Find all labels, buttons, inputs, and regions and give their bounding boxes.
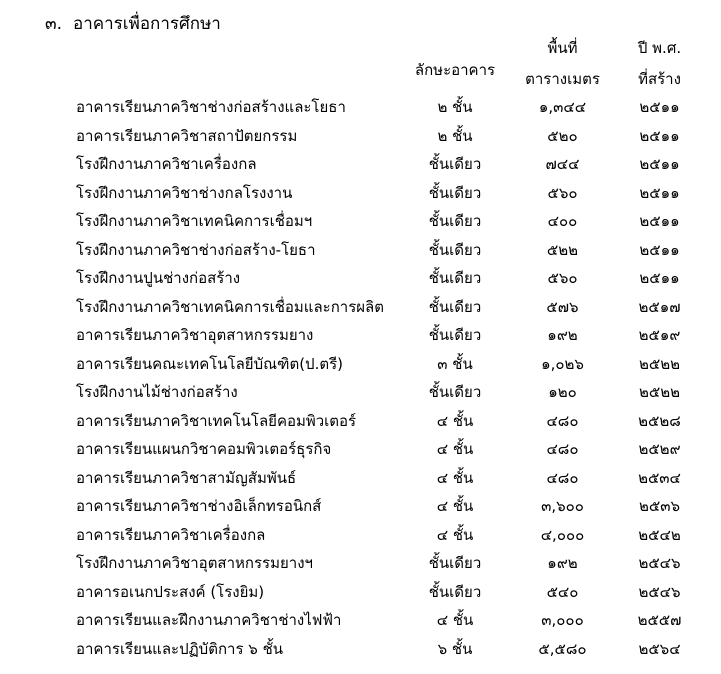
- column-header-type-label: ลักษะอาคาร: [414, 61, 496, 79]
- building-area-cell: ๔,๐๐๐: [540, 525, 585, 544]
- building-type-cell: ๔ ชั้น: [436, 497, 474, 515]
- table-row: [0, 293, 721, 322]
- building-area-cell: ๑๙๒: [547, 554, 578, 572]
- column-header-type: [400, 55, 510, 86]
- building-year-cell: ๒๕๔๖: [638, 554, 681, 572]
- building-type-cell: ๖ ชั้น: [437, 639, 473, 658]
- section-heading: [45, 10, 221, 37]
- building-type-cell: ชั้นเดียว: [428, 326, 482, 344]
- building-name-cell: อาคารเรียนภาควิชาสถาปัตยกรรม: [76, 126, 298, 145]
- building-name-cell: โรงฝึกงานภาควิชาช่างก่อสร้าง-โยธา: [76, 240, 316, 259]
- building-year-cell: ๒๕๑๑: [639, 240, 680, 259]
- table-row: [0, 635, 721, 664]
- building-name-cell: อาคารเรียนและปฏิบัติการ ๖ ชั้น: [76, 639, 283, 658]
- building-year-cell: ๒๕๑๑: [639, 126, 680, 145]
- building-name-cell: โรงฝึกงานไม้ช่างก่อสร้าง: [76, 383, 238, 401]
- building-year-cell: ๒๕๒๒: [638, 354, 680, 373]
- table-row: [0, 321, 721, 350]
- building-year-cell: ๒๕๑๙: [638, 326, 681, 344]
- building-name-cell: อาคารเรียนภาควิชาช่างอิเล็กทรอนิกส์: [76, 497, 322, 515]
- building-year-cell: ๒๕๑๑: [639, 98, 680, 116]
- building-name-cell: อาคารเรียนคณะเทคโนโลยีบัณฑิต(ป.ตรี): [76, 354, 343, 373]
- building-year-cell: ๒๕๑๑: [639, 269, 680, 287]
- building-type-cell: ๒ ชั้น: [437, 126, 473, 145]
- table-row: [0, 350, 721, 379]
- building-year-cell: ๒๕๒๙: [638, 440, 681, 458]
- building-area-cell: ๗๔๔: [545, 155, 580, 173]
- table-row: [0, 236, 721, 265]
- building-area-cell: ๔๘๐: [546, 440, 579, 458]
- building-area-cell: ๓,๖๐๐: [541, 497, 584, 515]
- building-name-cell: โรงฝึกงานปูนช่างก่อสร้าง: [76, 269, 241, 287]
- building-year-cell: ๒๕๒๒: [638, 383, 680, 401]
- building-type-cell: ๓ ชั้น: [437, 354, 473, 373]
- building-year-cell: ๒๕๑๗: [638, 297, 681, 316]
- building-type-cell: ๔ ชั้น: [436, 440, 474, 458]
- building-area-cell: ๕๔๐: [546, 582, 579, 601]
- building-type-cell: ชั้นเดียว: [428, 212, 482, 230]
- building-year-cell: ๒๕๒๘: [638, 411, 681, 430]
- building-type-cell: ชั้นเดียว: [428, 240, 482, 259]
- building-year-cell: ๒๕๔๖: [638, 582, 681, 601]
- building-type-cell: ชั้นเดียว: [428, 155, 482, 173]
- building-name-cell: อาคารเรียนภาควิชาเทคโนโลยีคอมพิวเตอร์: [76, 411, 357, 430]
- table-row: [0, 378, 721, 407]
- building-area-cell: ๔๘๐: [546, 468, 579, 487]
- building-table: [0, 93, 721, 663]
- section-title: อาคารเพื่อการศึกษา: [73, 14, 221, 34]
- building-type-cell: ๔ ชั้น: [436, 468, 474, 487]
- building-area-cell: ๑,๐๒๖: [541, 354, 584, 373]
- building-area-cell: ๕๒๒: [546, 240, 579, 259]
- building-name-cell: โรงฝึกงานภาควิชาอุตสาหกรรมยางฯ: [76, 554, 313, 572]
- building-name-cell: อาคารเรียนภาควิชาเครื่องกล: [76, 525, 266, 544]
- table-row: [0, 492, 721, 521]
- building-type-cell: ชั้นเดียว: [428, 383, 482, 401]
- table-row: [0, 150, 721, 179]
- building-name-cell: อาคารเรียนภาควิชาอุตสาหกรรมยาง: [76, 326, 314, 344]
- building-type-cell: ๔ ชั้น: [436, 525, 474, 544]
- table-row: [0, 179, 721, 208]
- building-area-cell: ๑,๓๔๔: [538, 98, 587, 116]
- column-header-area-line1: พื้นที่: [547, 39, 578, 57]
- building-name-cell: อาคารเรียนแผนกวิชาคอมพิวเตอร์ธุรกิจ: [76, 440, 332, 458]
- building-type-cell: ๒ ชั้น: [437, 98, 473, 116]
- table-row: [0, 207, 721, 236]
- building-type-cell: ชั้นเดียว: [428, 554, 482, 572]
- building-year-cell: ๒๕๑๑: [639, 212, 680, 230]
- building-type-cell: ๔ ชั้น: [436, 411, 474, 430]
- table-row: [0, 606, 721, 635]
- building-type-cell: ๔ ชั้น: [436, 611, 474, 629]
- column-header-area-line2: ตารางเมตร: [525, 70, 600, 88]
- table-row: [0, 435, 721, 464]
- building-area-cell: ๑๒๐: [548, 383, 577, 401]
- building-year-cell: ๒๕๖๔: [638, 639, 681, 658]
- building-name-cell: โรงฝึกงานภาควิชาเครื่องกล: [76, 155, 257, 173]
- building-year-cell: ๒๕๓๔: [638, 468, 681, 487]
- column-header-area: [515, 33, 610, 95]
- building-name-cell: อาคารเรียนและฝึกงานภาควิชาช่างไฟฟ้า: [76, 611, 342, 629]
- building-year-cell: ๒๕๑๑: [639, 155, 680, 173]
- building-year-cell: ๒๕๑๑: [639, 183, 680, 202]
- table-row: [0, 549, 721, 578]
- building-area-cell: ๓,๐๐๐: [541, 611, 584, 629]
- building-area-cell: ๕๖๐: [547, 269, 578, 287]
- column-header-year-line1: ปี พ.ศ.: [637, 39, 682, 57]
- building-area-cell: ๔๘๐: [546, 411, 579, 430]
- building-type-cell: ชั้นเดียว: [428, 183, 482, 202]
- building-area-cell: ๕๖๐: [547, 183, 578, 202]
- building-name-cell: อาคารเรียนภาควิชาสามัญสัมพันธ์: [76, 468, 297, 487]
- building-area-cell: ๕๗๖: [546, 297, 579, 316]
- building-type-cell: ชั้นเดียว: [428, 297, 482, 316]
- building-name-cell: อาคารอเนกประสงค์ (โรงยิม): [76, 582, 265, 601]
- table-row: [0, 93, 721, 122]
- column-header-year-line2: ที่สร้าง: [638, 70, 681, 88]
- building-area-cell: ๔๐๐: [547, 212, 578, 230]
- building-type-cell: ชั้นเดียว: [428, 582, 482, 601]
- building-area-cell: ๕๒๐: [547, 126, 578, 145]
- building-year-cell: ๒๕๕๗: [637, 611, 682, 629]
- table-row: [0, 122, 721, 151]
- building-name-cell: อาคารเรียนภาควิชาช่างก่อสร้างและโยธา: [76, 98, 346, 116]
- building-year-cell: ๒๕๔๒: [638, 525, 681, 544]
- building-name-cell: โรงฝึกงานภาควิชาเทคนิคการเชื่อมและการผลิต: [76, 297, 384, 316]
- section-number: ๓.: [45, 14, 63, 34]
- building-name-cell: โรงฝึกงานภาควิชาเทคนิคการเชื่อมฯ: [76, 212, 313, 230]
- table-row: [0, 578, 721, 607]
- table-row: [0, 407, 721, 436]
- table-row: [0, 464, 721, 493]
- building-name-cell: โรงฝึกงานภาควิชาช่างกลโรงงาน: [76, 183, 293, 202]
- building-type-cell: ชั้นเดียว: [428, 269, 482, 287]
- building-area-cell: ๑๙๒: [547, 326, 578, 344]
- column-header-year: [612, 33, 707, 95]
- table-row: [0, 521, 721, 550]
- building-area-cell: ๕,๕๘๐: [538, 639, 587, 658]
- table-row: [0, 264, 721, 293]
- building-year-cell: ๒๕๓๖: [638, 497, 680, 515]
